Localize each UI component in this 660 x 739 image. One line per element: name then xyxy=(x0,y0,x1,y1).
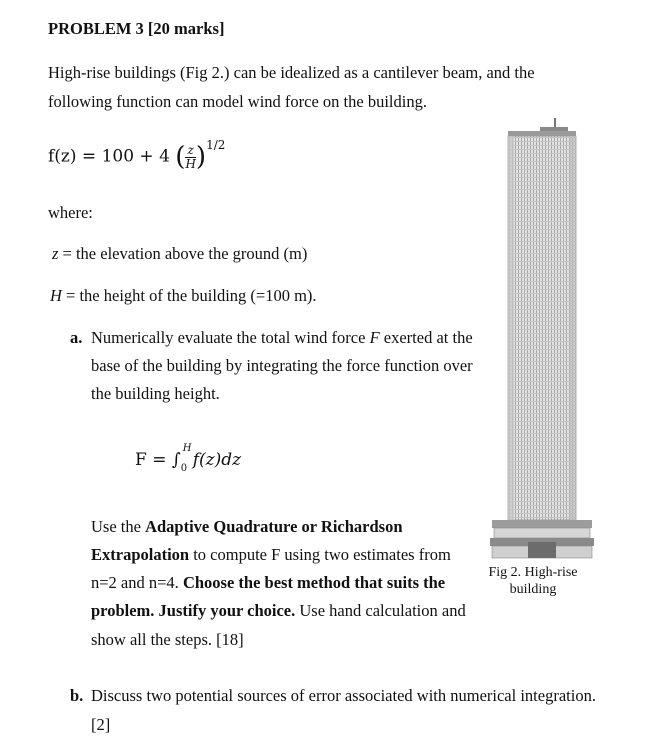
figure-caption: Fig 2. High-rise building xyxy=(488,565,578,597)
definition-z: z = the elevation above the ground (m) xyxy=(52,244,308,263)
equation-lhs: f(z) = 100 + 4 xyxy=(48,146,170,167)
part-a-line-3: the building height. xyxy=(91,384,220,403)
intro-line-2: following function can model wind force on the building. xyxy=(48,92,427,111)
building-figure xyxy=(488,118,596,562)
instruction-line-4: problem. Justify your choice. Use hand calculation and xyxy=(91,601,466,620)
integral-equation: F = ∫ H 0 f(z)dz xyxy=(135,443,242,474)
where-label: where: xyxy=(48,203,93,222)
intro-line-1: High-rise buildings (Fig 2.) can be idealized as a cantilever beam, and the xyxy=(48,63,535,82)
part-b-line-1: Discuss two potential sources of error associated with numerical integration. xyxy=(91,686,596,705)
part-b-line-2: [2] xyxy=(91,715,111,734)
tower-facade xyxy=(508,136,576,520)
problem-title: PROBLEM 3 [20 marks] xyxy=(48,19,225,38)
wind-force-equation: f(z) = 100 + 4 ( $\frac{z}{H}$ )$^{1/2}$ xyxy=(48,137,226,172)
part-a-label: a. xyxy=(70,328,83,347)
instruction-line-3: n=2 and n=4. Choose the best method that suits the xyxy=(91,573,446,592)
equation-exponent: 1/2 xyxy=(206,137,226,152)
part-a-line-1: Numerically evaluate the total wind force F exerted at the xyxy=(91,328,473,347)
part-b-label: b. xyxy=(70,686,84,705)
definition-h: H = the height of the building (=100 m). xyxy=(50,286,317,305)
part-a-line-2: base of the building by integrating the force function over xyxy=(91,356,473,375)
equation-fraction: $\frac{z}{H}$ xyxy=(185,142,196,171)
instruction-line-1: Use the Adaptive Quadrature or Richardson xyxy=(91,517,403,536)
instruction-line-2: Extrapolation to compute F using two estimates from xyxy=(91,545,451,564)
instruction-line-5: show all the steps. [18] xyxy=(91,630,244,649)
